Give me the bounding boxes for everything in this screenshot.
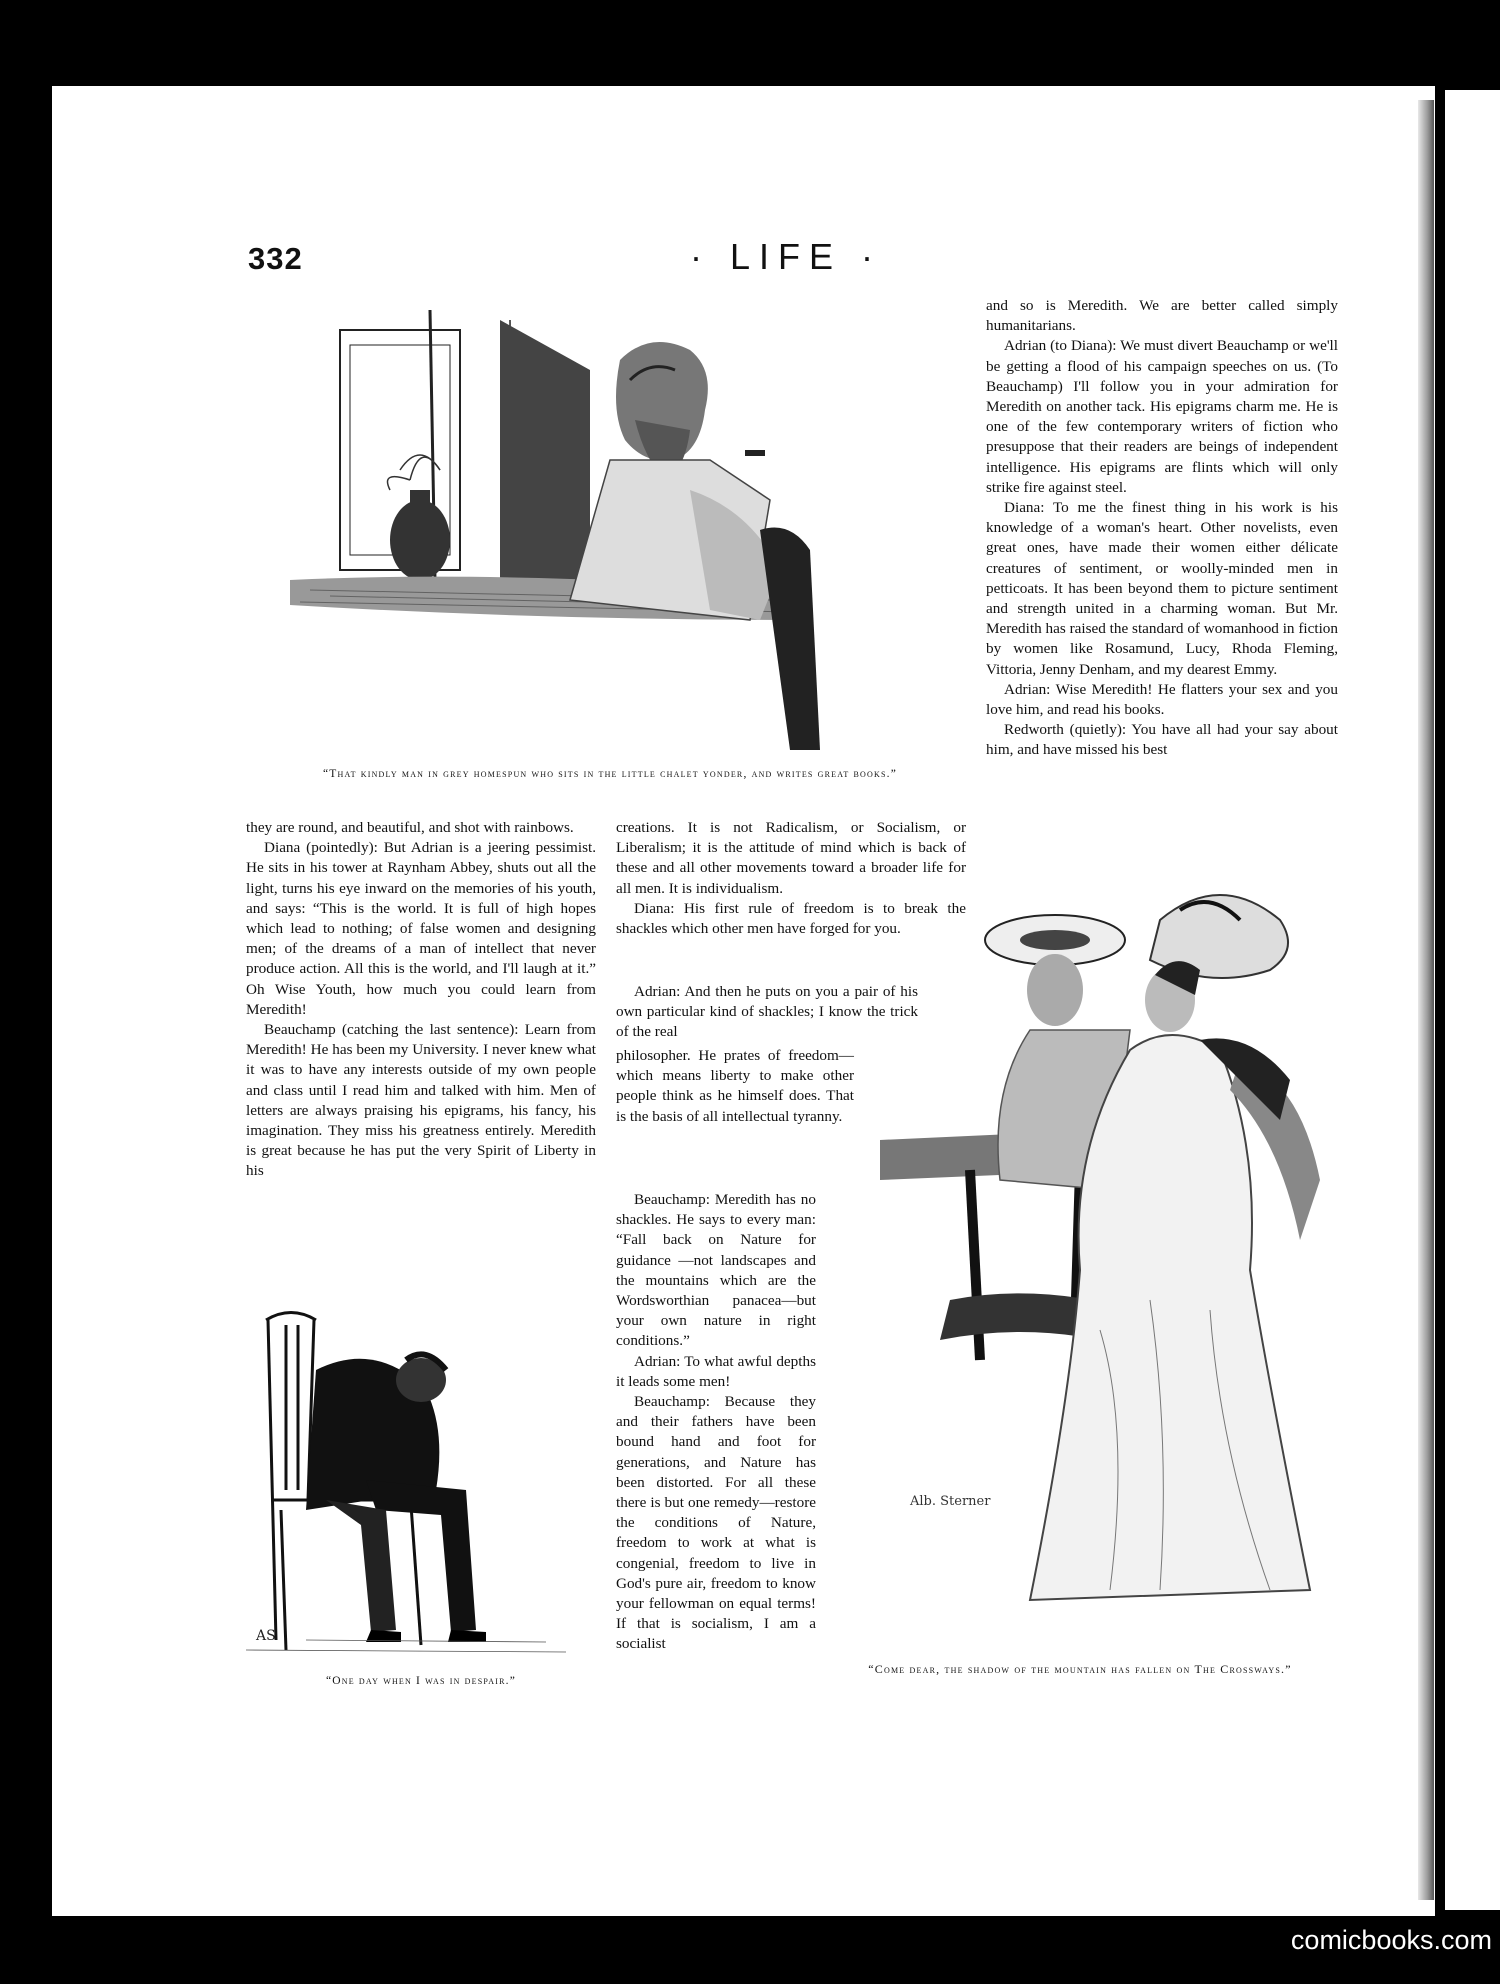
paragraph: Diana: To me the finest thing in his work is his knowledge of a woman's heart. Other novelists, even great ones, have made their women either délicate creatures of sentiment, or woolly-minded men in petticoats. It has been beyond them to picture sentiment and strength united in a charming woman. But Mr. Meredith has raised the standard of womanhood in fiction by women like Rosamund, Lucy, Rhoda Fleming, Vittoria, Jenny Denham, and my dearest Emmy. (986, 499, 1338, 678)
text-column-middle-narrow-2 (616, 1046, 854, 1127)
paragraph: Diana (pointedly): But Adrian is a jeering pessimist. He sits in his tower at Raynham Abbey, shuts out all the light, turns his eye inward on the memories of his youth, and says: “This is the world. It is full of high hopes which lead to nothing; of false women and designing men; of the dreams of a man of intellect that never produce action. All this is the world, and I'll laugh at it.” Oh Wise Youth, how much you could learn from Meredith! (246, 839, 596, 1018)
caption-top-illustration: “That kindly man in grey homespun who sits in the little chalet yonder, and writes great books.” (322, 768, 898, 780)
paragraph: Redworth (quietly): You have all had your say about him, and have missed his best (986, 721, 1338, 759)
illustration-man-in-despair (246, 1300, 596, 1660)
paragraph: Adrian: And then he puts on you a pair of his own particular kind of shackles; I know the trick of the real (616, 983, 918, 1041)
paragraph: Beauchamp (catching the last sentence): Learn from Meredith! He has been my University. I never knew what it was to have any interests outside of my own people and class until I read him and talked with him. Men of letters are always praising his epigrams, his fancy, his imagination. They miss his greatness entirely. Meredith is great because he has put the very Spirit of Liberty in his (246, 1021, 596, 1180)
adjacent-page-edge (1445, 90, 1500, 1910)
paragraph: and so is Meredith. We are better called simply humanitarians. (986, 297, 1338, 335)
page-spine-shadow (1418, 100, 1434, 1900)
paragraph: they are round, and beautiful, and shot with rainbows. (246, 819, 574, 836)
text-column-left (246, 818, 596, 1182)
masthead-title: · LIFE · (690, 236, 883, 277)
text-column-middle-narrow-1 (616, 982, 918, 1043)
signature-right: Alb. Sterner (910, 1494, 991, 1509)
text-column-middle-narrow-3 (616, 1190, 816, 1655)
signature-as: AS (256, 1628, 276, 1644)
caption-right-illustration: “Come dear, the shadow of the mountain has fallen on The Crossways.” (868, 1662, 1292, 1676)
text-column-right-top (986, 296, 1338, 761)
illustration-man-at-table (290, 290, 970, 750)
paragraph: philosopher. He prates of freedom—which means liberty to make other people think as he himself does. That is the basis of all intellectual tyranny. (616, 1047, 854, 1125)
paragraph: Adrian: Wise Meredith! He flatters your sex and you love him, and read his books. (986, 680, 1338, 719)
caption-left-illustration: “One day when I was in despair.” (325, 1675, 517, 1687)
illustration-couple-by-table (880, 880, 1400, 1620)
paragraph: Beauchamp: Because they and their fathers have been bound hand and foot for generations, and Nature has been distorted. For all these there is but one remedy—restore the conditions of Nature, freedom to work at what is congenial, freedom to live in God's pure air, freedom to know your fellowman on equal terms! If that is socialism, I am a socialist (616, 1393, 816, 1653)
paragraph: creations. It is not Radicalism, or Socialism, or Liberalism; it is the attitude of mind which is back of these and all other movements toward a broader life for all men. It is individualism. (616, 819, 966, 897)
paragraph: Diana: His first rule of freedom is to break the shackles which other men have forged for you. (616, 899, 966, 938)
paragraph: Beauchamp: Meredith has no shackles. He says to every man: “Fall back on Nature for guidance —not landscapes and the mountains which are the Wordsworthian panacea—but your own nature in right conditions.” (616, 1191, 816, 1350)
paragraph: Adrian (to Diana): We must divert Beauchamp or we'll be getting a flood of his campaign speeches on us. (To Beauchamp) I'll follow you in your admiration for Meredith on another tack. His epigrams charm me. He is one of the few contemporary writers of fiction who presuppose that their readers are beings of independent intelligence. His epigrams are flints which will only strike fire against steel. (986, 337, 1338, 496)
watermark: comicbooks.com (1290, 1925, 1492, 1955)
page-number: 332 (248, 241, 303, 276)
paragraph: Adrian: To what awful depths it leads some men! (616, 1352, 816, 1390)
